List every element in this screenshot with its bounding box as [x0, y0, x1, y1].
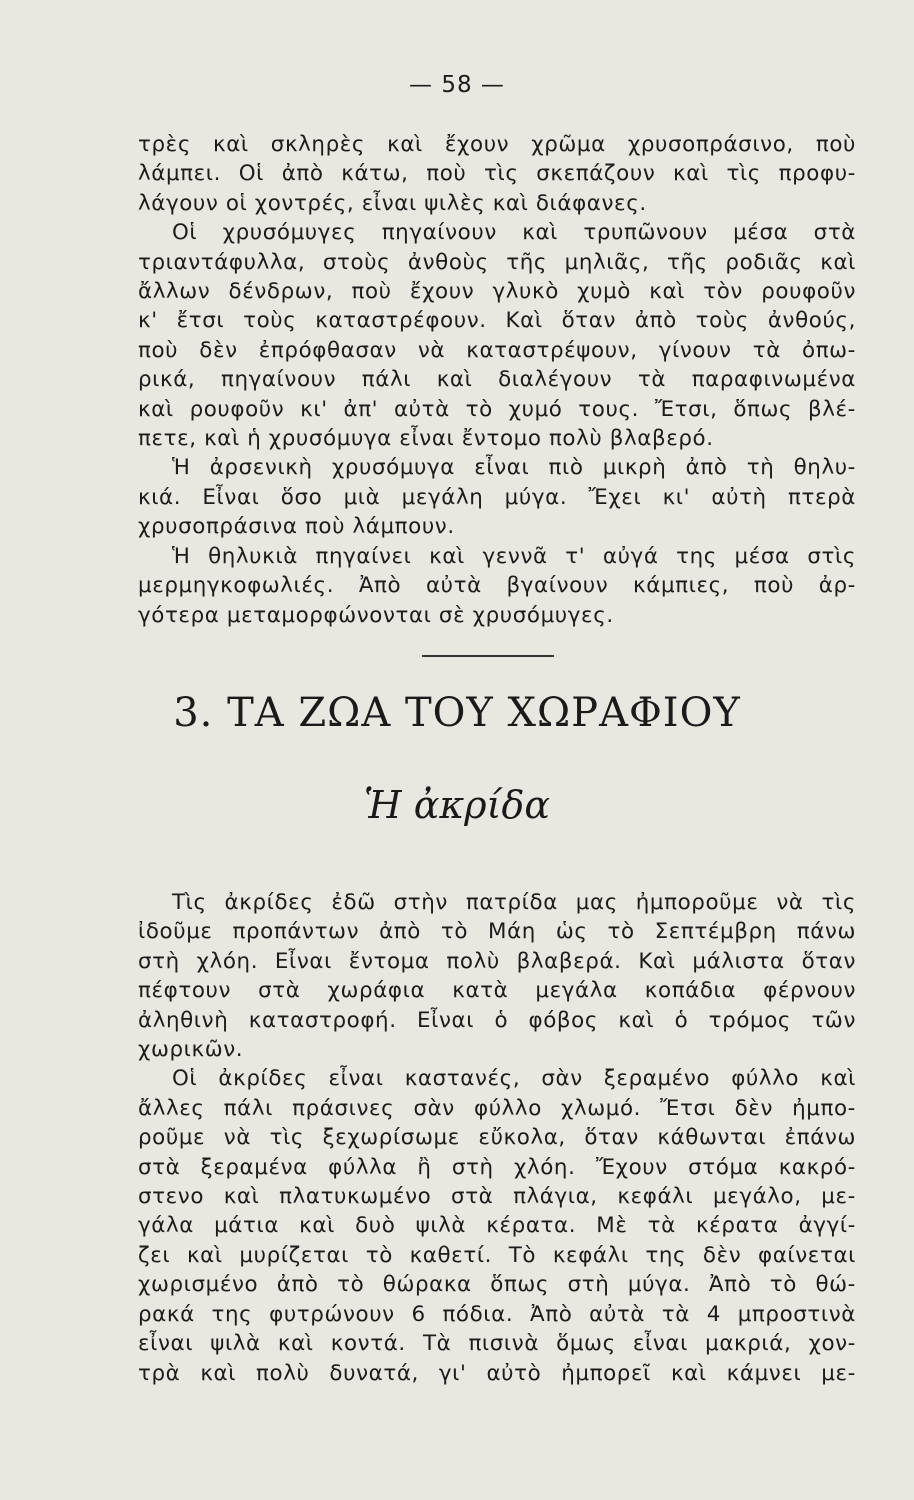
text-line: γότερα μεταμορφώνονται σὲ χρυσόμυγες.: [138, 602, 614, 628]
text-line: ἄλλες πάλι πράσινες σὰν φύλλο χλωμό. Ἔτσι δὲν ἠμπο-: [138, 1095, 856, 1121]
text-line: ἄλλων δένδρων, ποὺ ἔχουν γλυκὸ χυμὸ καὶ τὸν ρουφοῦν: [138, 279, 856, 305]
text-line: Ἡ θηλυκιὰ πηγαίνει καὶ γεννᾶ τ' αὐγά της μέσα στὶς: [172, 543, 856, 569]
page-number: — 58 —: [409, 72, 505, 98]
text-line: χωρισμένο ἀπὸ τὸ θώρακα ὅπως στὴ μύγα. Ἀπὸ τὸ θώ-: [138, 1272, 856, 1298]
text-line: ἀληθινὴ καταστροφή. Εἶναι ὁ φόβος καὶ ὁ τρόμος τῶν: [138, 1007, 856, 1033]
text-line: μερμηγκοφωλιές. Ἀπὸ αὐτὰ βγαίνουν κάμπιες, ποὺ ἀρ-: [138, 573, 856, 599]
text-line: λάγουν οἱ χοντρές, εἶναι ψιλὲς καὶ διάφανες.: [138, 190, 647, 216]
text-line: τριαντάφυλλα, στοὺς ἀνθοὺς τῆς μηλιᾶς, τῆς ροδιᾶς καὶ: [138, 249, 856, 275]
text-line: Τὶς ἀκρίδες ἐδῶ στὴν πατρίδα μας ἠμποροῦμε νὰ τὶς: [172, 890, 856, 915]
text-line: πετε, καὶ ἡ χρυσόμυγα εἶναι ἔντομο πολὺ βλαβερό.: [138, 426, 714, 452]
text-line: Οἱ ἀκρίδες εἶναι καστανές, σὰν ξεραμένο φύλλο καὶ: [172, 1066, 856, 1092]
text-line: στενο καὶ πλατυκωμένο στὰ πλάγια, κεφάλι μεγάλο, με-: [138, 1184, 856, 1210]
text-line: ρικά, πηγαίνουν πάλι καὶ διαλέγουν τὰ παραφινωμένα: [138, 367, 856, 393]
text-line: κ' ἔτσι τοὺς καταστρέφουν. Καὶ ὅταν ἀπὸ τοὺς ἀνθούς,: [138, 308, 856, 334]
text-line: λάμπει. Οἱ ἀπὸ κάτω, ποὺ τὶς σκεπάζουν καὶ τὶς προφυ-: [138, 161, 856, 187]
text-line: κιά. Εἶναι ὅσο μιὰ μεγάλη μύγα. Ἔχει κι' αὐτὴ πτερὰ: [138, 484, 856, 510]
text-line: Οἱ χρυσόμυγες πηγαίνουν καὶ τρυπῶνουν μέσα στὰ: [172, 220, 856, 246]
text-line: ποὺ δὲν ἐπρόφθασαν νὰ καταστρέψουν, γίνουν τὰ ὀπω-: [138, 337, 856, 363]
text-line: στὴ χλόη. Εἶναι ἔντομα πολὺ βλαβερά. Καὶ μάλιστα ὅταν: [138, 948, 856, 974]
text-line: τρὲς καὶ σκληρὲς καὶ ἔχουν χρῶμα χρυσοπράσινο, ποὺ: [138, 132, 856, 157]
section-subtitle: Ἡ ἀκρίδα: [363, 783, 551, 827]
text-line: ζει καὶ μυρίζεται τὸ καθετί. Τὸ κεφάλι της δὲν φαίνεται: [138, 1242, 856, 1268]
text-line: Ἡ ἀρσενικὴ χρυσόμυγα εἶναι πιὸ μικρὴ ἀπὸ τὴ θηλυ-: [172, 455, 856, 481]
text-line: ρακά της φυτρώνουν 6 πόδια. Ἀπὸ αὐτὰ τὰ 4 μπροστινὰ: [138, 1301, 856, 1327]
chapter-title: 3. ΤΑ ΖΩΑ ΤΟΥ ΧΩΡΑΦΙΟΥ: [173, 690, 741, 736]
text-line: καὶ ρουφοῦν κι' ἀπ' αὐτὰ τὸ χυμό τους. Ἔτσι, ὅπως βλέ-: [138, 396, 856, 422]
section-divider: [422, 655, 554, 657]
text-line: τρὰ καὶ πολὺ δυνατά, γι' αὐτὸ ἠμπορεῖ καὶ κάμνει με-: [138, 1360, 856, 1386]
text-line: χρυσοπράσινα ποὺ λάμπουν.: [138, 514, 455, 540]
text-block-bottom: [138, 888, 856, 1388]
text-line: εἶναι ψιλὰ καὶ κοντά. Τὰ πισινὰ ὅμως εἶναι μακριά, χον-: [138, 1331, 856, 1357]
text-line: γάλα μάτια καὶ δυὸ ψιλὰ κέρατα. Μὲ τὰ κέρατα ἀγγί-: [138, 1213, 856, 1239]
text-block-top: [138, 130, 856, 630]
text-line: ροῦμε νὰ τὶς ξεχωρίσωμε εὔκολα, ὅταν κάθωνται ἐπάνω: [138, 1125, 856, 1151]
text-line: ἰδοῦμε προπάντων ἀπὸ τὸ Μάη ὡς τὸ Σεπτέμβρη πάνω: [138, 919, 856, 945]
text-line: πέφτουν στὰ χωράφια κατὰ μεγάλα κοπάδια φέρνουν: [138, 978, 856, 1004]
text-line: χωρικῶν.: [138, 1037, 244, 1063]
text-line: στὰ ξεραμένα φύλλα ἢ στὴ χλόη. Ἔχουν στόμα κακρό-: [138, 1154, 856, 1180]
